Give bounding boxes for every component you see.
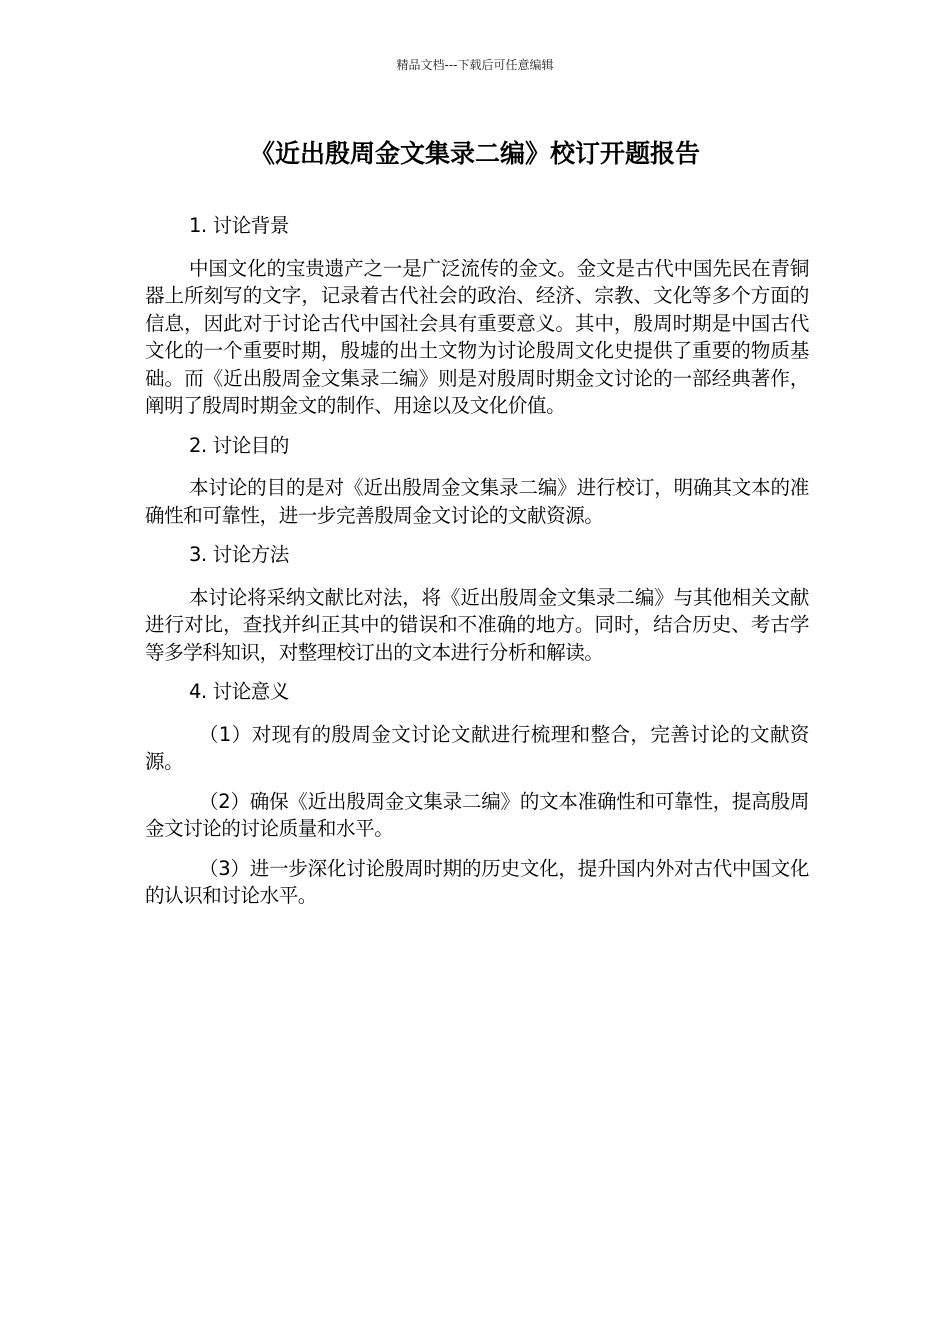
document-title: 《近出殷周金文集录二编》校订开题报告: [249, 139, 700, 168]
section-heading: 3. 讨论方法: [189, 543, 290, 566]
section-background: [145, 212, 809, 420]
section-heading: 2. 讨论目的: [189, 433, 290, 457]
body-paragraph: 本讨论的目的是对《近出殷周金文集录二编》进行校订，明确其文本的准确性和可靠性，进一步完善殷周金文讨论的文献资源。: [145, 476, 809, 527]
section-heading: 1. 讨论背景: [189, 214, 290, 237]
body-paragraph: 本讨论将采纳文献比对法，将《近出殷周金文集录二编》与其他相关文献进行对比，查找并纠正其中的错误和不准确的地方。同时，结合历史、考古学等多学科知识，对整理校订出的文本进行分析和解读。: [145, 585, 809, 664]
list-item: （1）对现有的殷周金文讨论文献进行梳理和整合，完善讨论的文献资源。: [145, 722, 809, 773]
list-item: （3）进一步深化讨论殷周时期的历史文化，提升国内外对古代中国文化的认识和讨论水平。: [145, 856, 809, 907]
list-item: （2）确保《近出殷周金文集录二编》的文本准确性和可靠性，提高殷周金文讨论的讨论质量和水平。: [145, 789, 809, 840]
section-significance: [145, 678, 809, 910]
section-purpose: [145, 432, 809, 530]
section-heading: 4. 讨论意义: [189, 680, 290, 703]
document-body: [145, 212, 809, 922]
page-header-note: 精品文档---下载后可任意编辑: [396, 58, 554, 72]
section-method: [145, 541, 809, 666]
body-paragraph: 中国文化的宝贵遗产之一是广泛流传的金文。金文是古代中国先民在青铜器上所刻写的文字，记录着古代社会的政治、经济、宗教、文化等多个方面的信息，因此对于讨论古代中国社会具有重要意义。其中，殷周时期是中国古代文化的一个重要时期，殷墟的出土文物为讨论殷周文化史提供了重要的物质基础。而《近出殷周金文集录二编》则是对殷周时期金文讨论的一部经典著作，阐明了殷周时期金文的制作、用途以及文化价值。: [145, 256, 809, 417]
